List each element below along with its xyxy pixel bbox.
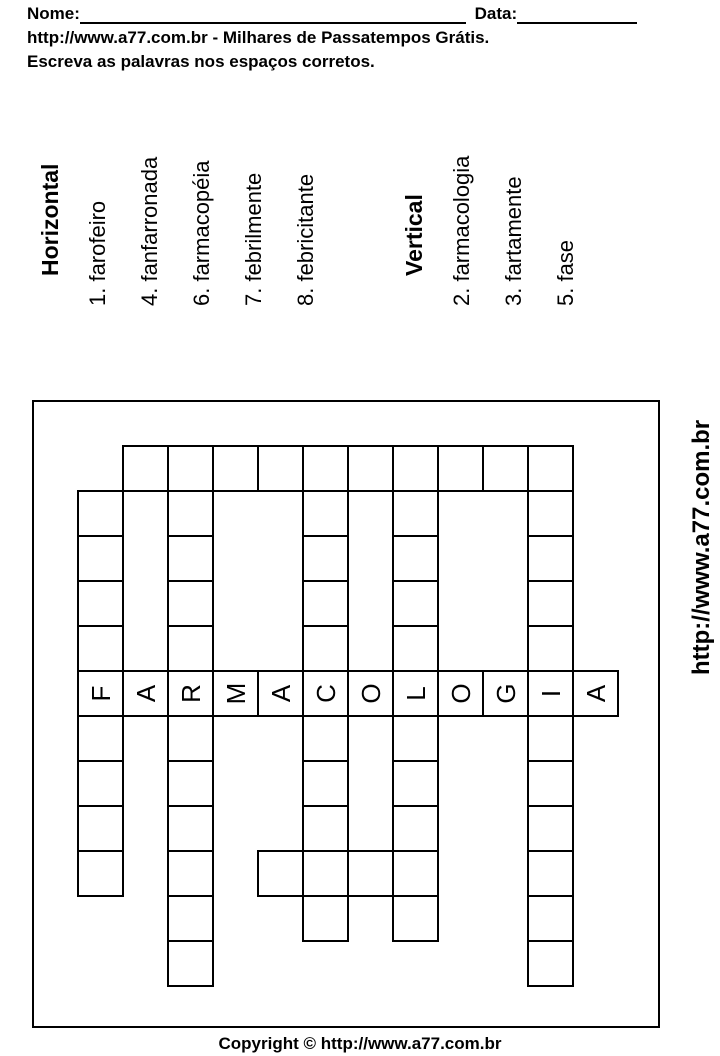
grid-cell[interactable]	[257, 445, 304, 492]
grid-cell[interactable]	[122, 670, 169, 717]
grid-letter: L	[400, 686, 431, 701]
grid-cell[interactable]	[527, 535, 574, 582]
grid-letter: O	[355, 683, 386, 704]
grid-cell[interactable]	[302, 445, 349, 492]
instructions: Escreva as palavras nos espaços corretos.	[27, 52, 375, 71]
grid-cell[interactable]	[527, 760, 574, 807]
grid-cell[interactable]	[392, 580, 439, 627]
nome-label: Nome:	[27, 4, 80, 23]
data-label: Data:	[474, 4, 518, 23]
grid-cell[interactable]	[77, 580, 124, 627]
grid-letter: G	[490, 683, 521, 704]
grid-letter: A	[265, 684, 296, 703]
grid-cell[interactable]	[167, 625, 214, 672]
grid-cell[interactable]	[167, 760, 214, 807]
grid-cell[interactable]	[212, 445, 259, 492]
grid-cell[interactable]	[347, 850, 394, 897]
clue-horizontal-1: 1. farofeiro	[85, 200, 110, 306]
grid-cell[interactable]	[167, 850, 214, 897]
copyright: Copyright © http://www.a77.com.br	[218, 1034, 502, 1053]
grid-cell[interactable]	[77, 670, 124, 717]
grid-cell[interactable]	[257, 670, 304, 717]
grid-cell[interactable]	[527, 625, 574, 672]
grid-cell[interactable]	[212, 670, 259, 717]
grid-letter: A	[130, 684, 161, 703]
grid-cell[interactable]	[482, 445, 529, 492]
grid-cell[interactable]	[572, 670, 619, 717]
grid-cell[interactable]	[77, 805, 124, 852]
grid-cell[interactable]	[347, 670, 394, 717]
grid-cell[interactable]	[527, 490, 574, 537]
grid-cell[interactable]	[302, 625, 349, 672]
grid-cell[interactable]	[392, 490, 439, 537]
grid-cell[interactable]	[392, 895, 439, 942]
vertical-heading: Vertical	[401, 194, 427, 276]
clue-horizontal-6: 6. farmacopéia	[189, 160, 214, 306]
grid-cell[interactable]	[437, 445, 484, 492]
grid-cell[interactable]	[302, 670, 349, 717]
grid-cell[interactable]	[527, 895, 574, 942]
grid-cell[interactable]	[392, 760, 439, 807]
grid-cell[interactable]	[482, 670, 529, 717]
grid-cell[interactable]	[527, 445, 574, 492]
grid-cell[interactable]	[527, 940, 574, 987]
clue-horizontal-7: 7. febrilmente	[241, 172, 266, 306]
grid-letter: I	[535, 689, 566, 698]
grid-cell[interactable]	[167, 895, 214, 942]
side-url: http://www.a77.com.br	[688, 419, 715, 675]
grid-cell[interactable]	[167, 580, 214, 627]
horizontal-heading: Horizontal	[37, 163, 63, 276]
clue-horizontal-4: 4. fanfarronada	[137, 156, 162, 306]
grid-cell[interactable]	[437, 670, 484, 717]
clue-vertical-2: 2. farmacologia	[449, 155, 474, 306]
grid-cell[interactable]	[77, 850, 124, 897]
grid-cell[interactable]	[122, 445, 169, 492]
grid-cell[interactable]	[167, 670, 214, 717]
grid-cell[interactable]	[392, 625, 439, 672]
grid-cell[interactable]	[302, 580, 349, 627]
grid-cell[interactable]	[77, 715, 124, 762]
clue-horizontal-8: 8. febricitante	[293, 173, 318, 306]
grid-letter: A	[580, 684, 611, 703]
grid-cell[interactable]	[302, 490, 349, 537]
grid-cell[interactable]	[527, 580, 574, 627]
grid-cell[interactable]	[302, 850, 349, 897]
grid-cell[interactable]	[392, 445, 439, 492]
clue-vertical-5: 5. fase	[553, 239, 578, 306]
grid-letter: C	[310, 684, 341, 703]
data-field[interactable]	[517, 6, 637, 24]
grid-cell[interactable]	[527, 715, 574, 762]
grid-cell[interactable]	[302, 760, 349, 807]
grid-cell[interactable]	[302, 535, 349, 582]
grid-cell[interactable]	[392, 715, 439, 762]
name-date-line	[27, 4, 637, 24]
grid-letter: F	[85, 685, 116, 702]
grid-cell[interactable]	[392, 535, 439, 582]
grid-cell[interactable]	[527, 670, 574, 717]
grid-cell[interactable]	[392, 850, 439, 897]
grid-cell[interactable]	[527, 850, 574, 897]
grid-cell[interactable]	[527, 805, 574, 852]
grid-cell[interactable]	[77, 490, 124, 537]
grid-cell[interactable]	[257, 850, 304, 897]
grid-cell[interactable]	[167, 445, 214, 492]
grid-cell[interactable]	[392, 805, 439, 852]
grid-cell[interactable]	[167, 535, 214, 582]
site-line: http://www.a77.com.br - Milhares de Passatempos Grátis.	[27, 28, 490, 47]
grid-cell[interactable]	[167, 805, 214, 852]
grid-cell[interactable]	[302, 895, 349, 942]
grid-cell[interactable]	[77, 535, 124, 582]
grid-cell[interactable]	[167, 490, 214, 537]
grid-cell[interactable]	[302, 715, 349, 762]
grid-cell[interactable]	[77, 625, 124, 672]
grid-cell[interactable]	[392, 670, 439, 717]
nome-field[interactable]	[80, 6, 466, 24]
clue-vertical-3: 3. fartamente	[501, 176, 526, 306]
grid-cell[interactable]	[77, 760, 124, 807]
grid-cell[interactable]	[347, 445, 394, 492]
grid-cell[interactable]	[167, 715, 214, 762]
grid-cell[interactable]	[302, 805, 349, 852]
grid-letter: O	[445, 683, 476, 704]
grid-letter: R	[175, 684, 206, 703]
grid-letter: M	[220, 682, 251, 705]
grid-cell[interactable]	[167, 940, 214, 987]
